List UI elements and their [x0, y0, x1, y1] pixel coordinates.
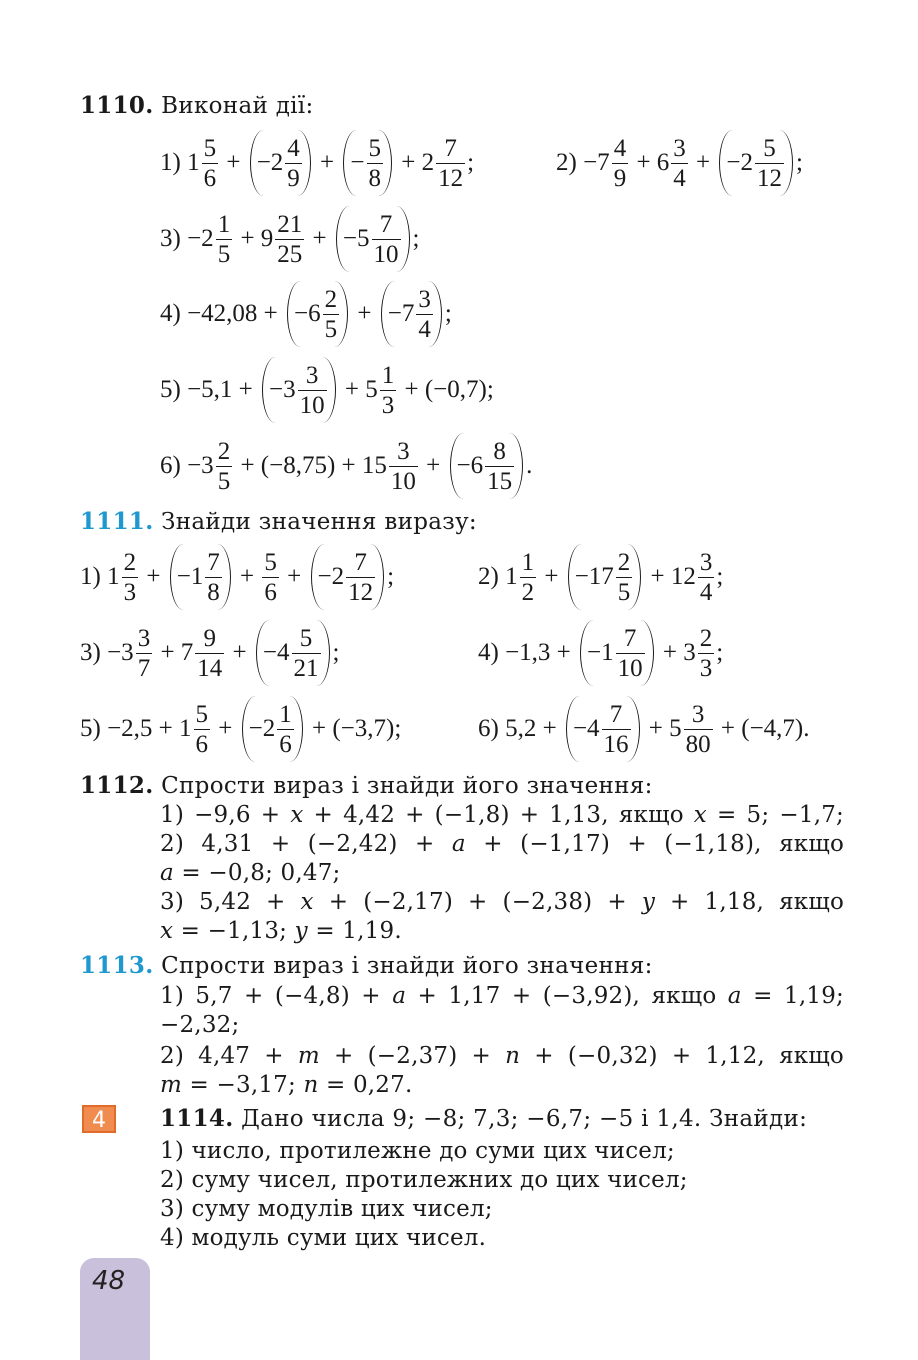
ex1111-item-2: 2) 1 $\frac{1}{2}$ + −17 $\frac{2}{5}$ + 12 $\frac{3}{4}$ ;	[478, 544, 723, 610]
ex1114-item-3: 3) суму модулів цих чисел;	[160, 1196, 493, 1222]
parenthesis-group: −7 $\frac{3}{4}$	[381, 281, 442, 347]
parenthesis-group: −4 $\frac{7}{16}$	[566, 696, 640, 762]
exercise-number: 1110.	[80, 92, 154, 119]
difficulty-level-badge: 4	[82, 1105, 116, 1133]
exercise-title: Знайди значення виразу:	[161, 509, 477, 535]
exercise-title: Дано числа 9; −8; 7,3; −6,7; −5 і 1,4. Знайди:	[241, 1106, 808, 1132]
exercise-title: Спрости вираз і знайди його значення:	[161, 953, 653, 979]
parenthesis-group: −1 $\frac{7}{10}$	[580, 620, 654, 686]
parenthesis-group: −2 $\frac{1}{6}$	[242, 696, 303, 762]
exercise-title: Спрости вираз і знайди його значення:	[161, 773, 653, 799]
ex1114-item-1: 1) число, протилежне до суми цих чисел;	[160, 1138, 675, 1164]
ex1113-line-2: −2,32;	[160, 1012, 240, 1038]
ex1110-item-1: 1) 1 $\frac{5}{6}$ + −2 $\frac{4}{9}$ + − $\frac{5}{8}$ + 2 $\frac{7}{12}$ ;	[160, 130, 474, 196]
ex1112-line-4: 3) 5,42 + x + (−2,17) + (−2,38) + y + 1,18, якщо	[160, 889, 844, 915]
ex1112-line-3: a = −0,8; 0,47;	[160, 860, 341, 886]
exercise-number: 1112.	[80, 772, 154, 799]
parenthesis-group: −2 $\frac{7}{12}$	[311, 544, 385, 610]
ex1110-item-2: 2) −7 $\frac{4}{9}$ + 6 $\frac{3}{4}$ + −2 $\frac{5}{12}$ ;	[556, 130, 803, 196]
exercise-1111-header	[80, 508, 477, 536]
exercise-number: 1113.	[80, 952, 154, 979]
parenthesis-group: −2 $\frac{5}{12}$	[719, 130, 793, 196]
ex1110-item-4: 4) −42,08 + −6 $\frac{2}{5}$ + −7 $\frac{3}{4}$ ;	[160, 281, 452, 347]
exercise-number: 1114.	[160, 1105, 234, 1132]
ex1111-item-6: 6) 5,2 + −4 $\frac{7}{16}$ + 5 $\frac{3}{80}$ + (−4,7).	[478, 696, 810, 762]
ex1112-line-5: x = −1,13; y = 1,19.	[160, 918, 402, 944]
ex1110-item-5: 5) −5,1 + −3 $\frac{3}{10}$ + 5 $\frac{1}{3}$ + (−0,7);	[160, 357, 494, 423]
ex1113-line-3: 2) 4,47 + m + (−2,37) + n + (−0,32) + 1,12, якщо	[160, 1043, 844, 1069]
ex1110-item-3: 3) −2 $\frac{1}{5}$ + 9 $\frac{21}{25}$ + −5 $\frac{7}{10}$ ;	[160, 206, 419, 272]
parenthesis-group: −17 $\frac{2}{5}$	[568, 544, 642, 610]
ex1113-line-4: m = −3,17; n = 0,27.	[160, 1072, 413, 1098]
parenthesis-group: −6 $\frac{2}{5}$	[287, 281, 348, 347]
ex1111-item-3: 3) −3 $\frac{3}{7}$ + 7 $\frac{9}{14}$ + −4 $\frac{5}{21}$ ;	[80, 620, 339, 686]
ex1111-item-5: 5) −2,5 + 1 $\frac{5}{6}$ + −2 $\frac{1}{6}$ + (−3,7);	[80, 696, 401, 762]
exercise-1110-header	[80, 92, 314, 120]
ex1114-item-4: 4) модуль суми цих чисел.	[160, 1225, 487, 1251]
parenthesis-group: − $\frac{5}{8}$	[343, 130, 392, 196]
parenthesis-group: −6 $\frac{8}{15}$	[450, 433, 524, 499]
ex1111-item-4: 4) −1,3 + −1 $\frac{7}{10}$ + 3 $\frac{2}{3}$ ;	[478, 620, 723, 686]
parenthesis-group: −1 $\frac{7}{8}$	[170, 544, 231, 610]
ex1111-item-1: 1) 1 $\frac{2}{3}$ + −1 $\frac{7}{8}$ + $\frac{5}{6}$ + −2 $\frac{7}{12}$ ;	[80, 544, 394, 610]
exercise-1113-header	[80, 952, 653, 980]
exercise-1112-header	[80, 772, 653, 800]
parenthesis-group: −3 $\frac{3}{10}$	[262, 357, 336, 423]
ex1112-line-1: 1) −9,6 + x + 4,42 + (−1,8) + 1,13, якщо x = 5; −1,7;	[160, 802, 844, 828]
fraction: $\frac{5}{6}$	[203, 134, 217, 192]
page-number: 48	[92, 1266, 126, 1296]
parenthesis-group: −4 $\frac{5}{21}$	[256, 620, 330, 686]
ex1113-line-1: 1) 5,7 + (−4,8) + a + 1,17 + (−3,92), якщо a = 1,19;	[160, 983, 844, 1009]
exercise-1114-header	[160, 1105, 807, 1133]
parenthesis-group: −5 $\frac{7}{10}$	[336, 206, 410, 272]
ex1114-item-2: 2) суму чисел, протилежних до цих чисел;	[160, 1167, 688, 1193]
exercise-title: Виконай дії:	[161, 93, 314, 119]
parenthesis-group: −2 $\frac{4}{9}$	[250, 130, 311, 196]
ex1112-line-2: 2) 4,31 + (−2,42) + a + (−1,17) + (−1,18), якщо	[160, 831, 844, 857]
ex1110-item-6: 6) −3 $\frac{2}{5}$ + (−8,75) + 15 $\frac{3}{10}$ + −6 $\frac{8}{15}$ .	[160, 433, 532, 499]
exercise-number: 1111.	[80, 508, 154, 535]
